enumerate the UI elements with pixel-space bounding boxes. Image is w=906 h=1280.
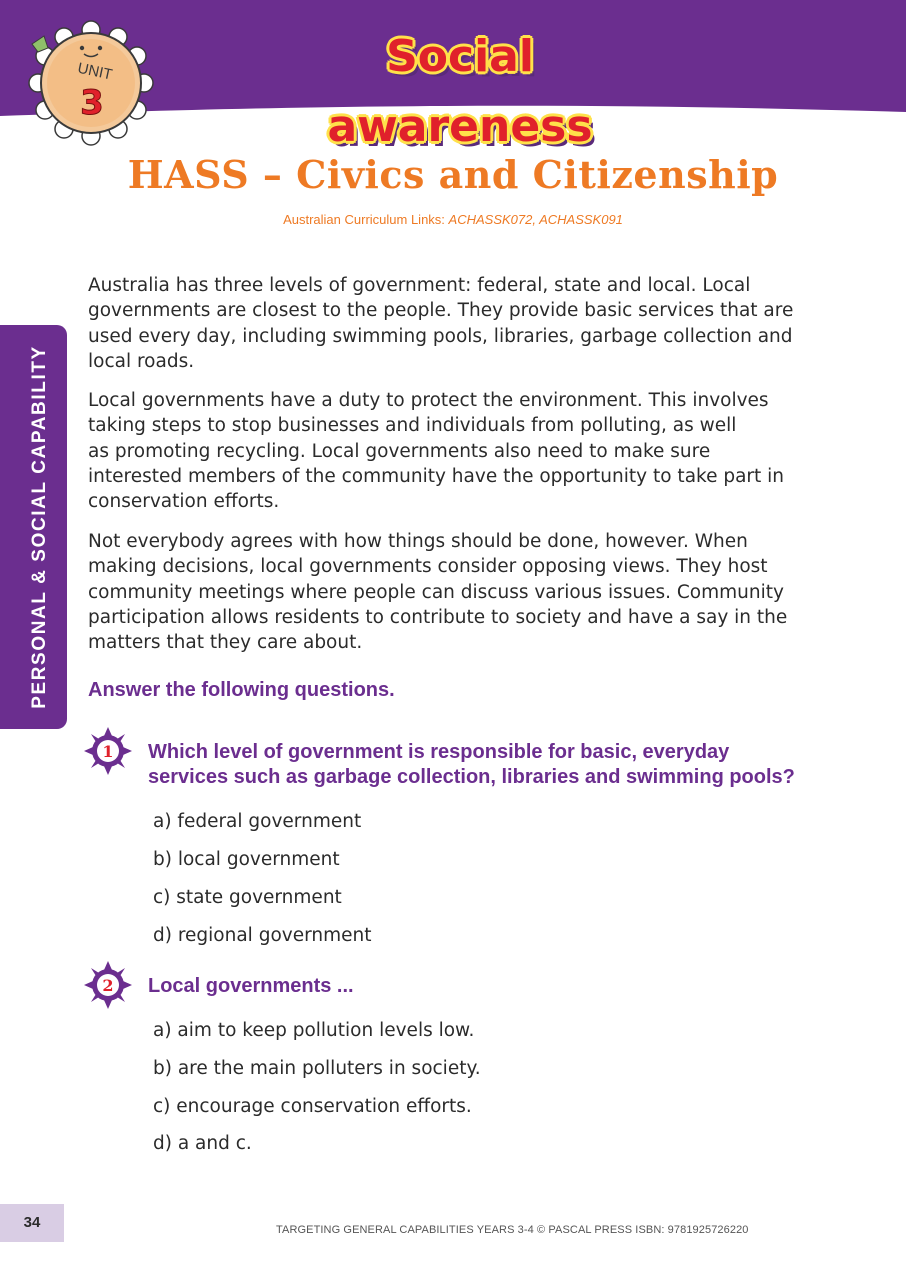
unit-label: UNIT bbox=[76, 59, 114, 84]
question-1-text bbox=[148, 740, 828, 790]
side-tab-label: PERSONAL & SOCIAL CAPABILITY bbox=[29, 345, 50, 709]
paragraph-line: used every day, including swimming pools, libraries, garbage collection and bbox=[88, 325, 793, 347]
paragraph-2 bbox=[88, 388, 818, 514]
page-title: HASS – Civics and Citizenship bbox=[127, 152, 779, 197]
question-line: services such as garbage collection, libraries and swimming pools? bbox=[148, 766, 795, 788]
curriculum-codes: ACHASSK072, ACHASSK091 bbox=[448, 212, 623, 227]
paragraph-line: Australia has three levels of government: federal, state and local. Local bbox=[88, 275, 751, 296]
paragraph-3 bbox=[88, 529, 818, 655]
question-line: Which level of government is responsible for basic, everyday bbox=[148, 741, 730, 763]
paragraph-line: local roads. bbox=[88, 350, 195, 372]
page-number: 34 bbox=[23, 1214, 41, 1231]
unit-badge bbox=[26, 18, 156, 148]
paragraph-line: matters that they care about. bbox=[88, 632, 363, 654]
paragraph-line: as promoting recycling. Local governments also need to make sure bbox=[88, 440, 711, 462]
q1-option-a[interactable]: a) federal government bbox=[153, 811, 362, 832]
unit-number: 3 bbox=[80, 83, 104, 123]
banner-title: Social awareness bbox=[327, 31, 593, 152]
paragraph-line: community meetings where people can discuss various issues. Community bbox=[88, 581, 784, 603]
paragraph-line: governments are closest to the people. They provide basic services that are bbox=[88, 300, 794, 322]
q2-option-b[interactable]: b) are the main polluters in society. bbox=[153, 1058, 481, 1079]
paragraph-line: making decisions, local governments consider opposing views. They host bbox=[88, 556, 768, 578]
question-number: 1 bbox=[102, 742, 114, 761]
paragraph-line: interested members of the community have the opportunity to take part in bbox=[88, 465, 785, 487]
q2-option-d[interactable]: d) a and c. bbox=[153, 1133, 252, 1154]
paragraph-1 bbox=[88, 273, 818, 374]
curriculum-links bbox=[0, 212, 906, 227]
q2-option-a[interactable]: a) aim to keep pollution levels low. bbox=[153, 1020, 475, 1041]
question-2-text bbox=[148, 974, 828, 999]
footer-text: TARGETING GENERAL CAPABILITIES YEARS 3-4 © PASCAL PRESS ISBN: 9781925726220 bbox=[276, 1224, 749, 1236]
question-line: Local governments ... bbox=[148, 975, 354, 997]
paragraph-line: taking steps to stop businesses and individuals from polluting, as well bbox=[88, 415, 737, 437]
q1-option-d[interactable]: d) regional government bbox=[153, 925, 372, 946]
instruction-heading: Answer the following questions. bbox=[88, 679, 395, 701]
q2-option-c[interactable]: c) encourage conservation efforts. bbox=[153, 1096, 472, 1117]
q1-option-c[interactable]: c) state government bbox=[153, 887, 342, 908]
curriculum-prefix: Australian Curriculum Links: bbox=[283, 212, 449, 227]
question-number: 2 bbox=[102, 976, 114, 995]
paragraph-line: Local governments have a duty to protect the environment. This involves bbox=[88, 390, 769, 411]
paragraph-line: conservation efforts. bbox=[88, 491, 280, 513]
question-number-icon bbox=[84, 961, 132, 1009]
q1-option-b[interactable]: b) local government bbox=[153, 849, 340, 870]
question-number-icon bbox=[84, 727, 132, 775]
paragraph-line: Not everybody agrees with how things should be done, however. When bbox=[88, 531, 748, 552]
paragraph-line: participation allows residents to contribute to society and have a say in the bbox=[88, 606, 788, 628]
